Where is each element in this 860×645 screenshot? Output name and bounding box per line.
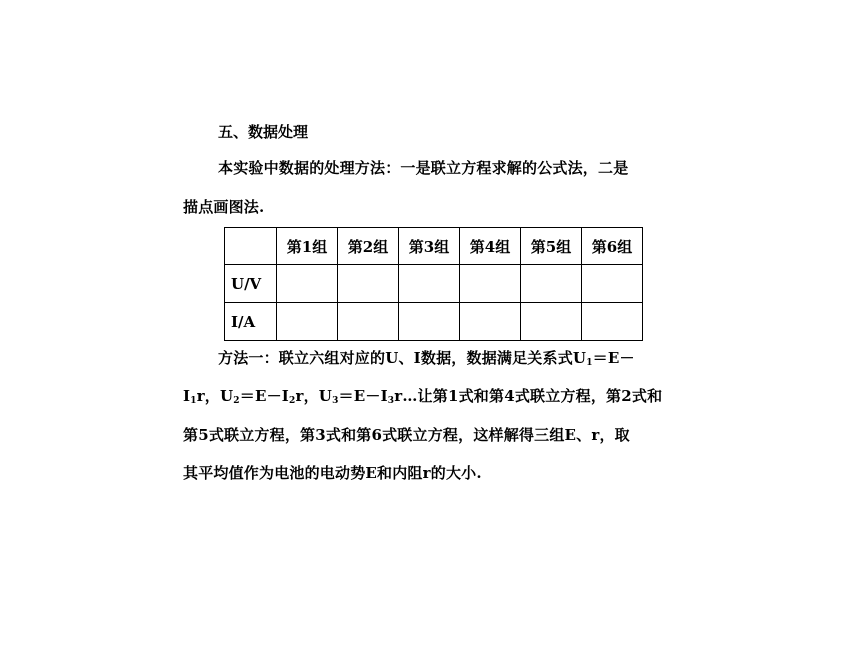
table-cell [521,303,582,341]
table-cell [277,303,338,341]
method-text: 方法一：联立六组对应的U、I数据，数据满足关系式U [218,349,587,367]
table-cell [399,303,460,341]
table-cell [582,265,643,303]
subscript: 3 [387,396,395,406]
table-row [225,303,643,341]
method-text: r，U [196,387,234,405]
column-header-3: 第3组 [399,228,460,265]
method-line-2 [183,385,662,407]
table-cell [338,265,399,303]
column-header-4: 第4组 [460,228,521,265]
table-corner-cell [225,228,277,265]
method-text: ＝E－I [239,387,289,405]
method-line-1 [218,347,635,369]
table-cell [582,303,643,341]
table-cell [277,265,338,303]
table-cell [338,303,399,341]
method-text: ＝E－I [338,387,388,405]
method-text: ＝E－ [592,349,635,367]
row-label-voltage: U/V [225,265,277,303]
paragraph-line-1: 本实验中数据的处理方法：一是联立方程求解的公式法，二是 [218,159,629,177]
table-cell [460,265,521,303]
table-cell [521,265,582,303]
column-header-1: 第1组 [277,228,338,265]
subscript: 3 [332,396,339,406]
table-cell [460,303,521,341]
method-line-3: 第5式联立方程，第3式和第6式联立方程，这样解得三组E、r，取 [183,426,630,444]
section-heading: 五、数据处理 [218,123,309,141]
subscript: 1 [190,396,197,406]
column-header-5: 第5组 [521,228,582,265]
method-line-4: 其平均值作为电池的电动势E和内阻r的大小. [183,464,482,482]
subscript: 2 [233,396,240,406]
table-cell [399,265,460,303]
table-row [225,265,643,303]
data-table [224,227,643,341]
column-header-6: 第6组 [582,228,643,265]
row-label-current: I/A [225,303,277,341]
method-text: I [183,387,191,405]
subscript: 1 [586,358,593,368]
method-text: r…让第1式和第4式联立方程，第2式和 [394,387,663,405]
table-header-row [225,228,643,265]
paragraph-line-2: 描点画图法. [183,198,265,216]
method-text: r，U [295,387,333,405]
column-header-2: 第2组 [338,228,399,265]
subscript: 2 [289,396,296,406]
